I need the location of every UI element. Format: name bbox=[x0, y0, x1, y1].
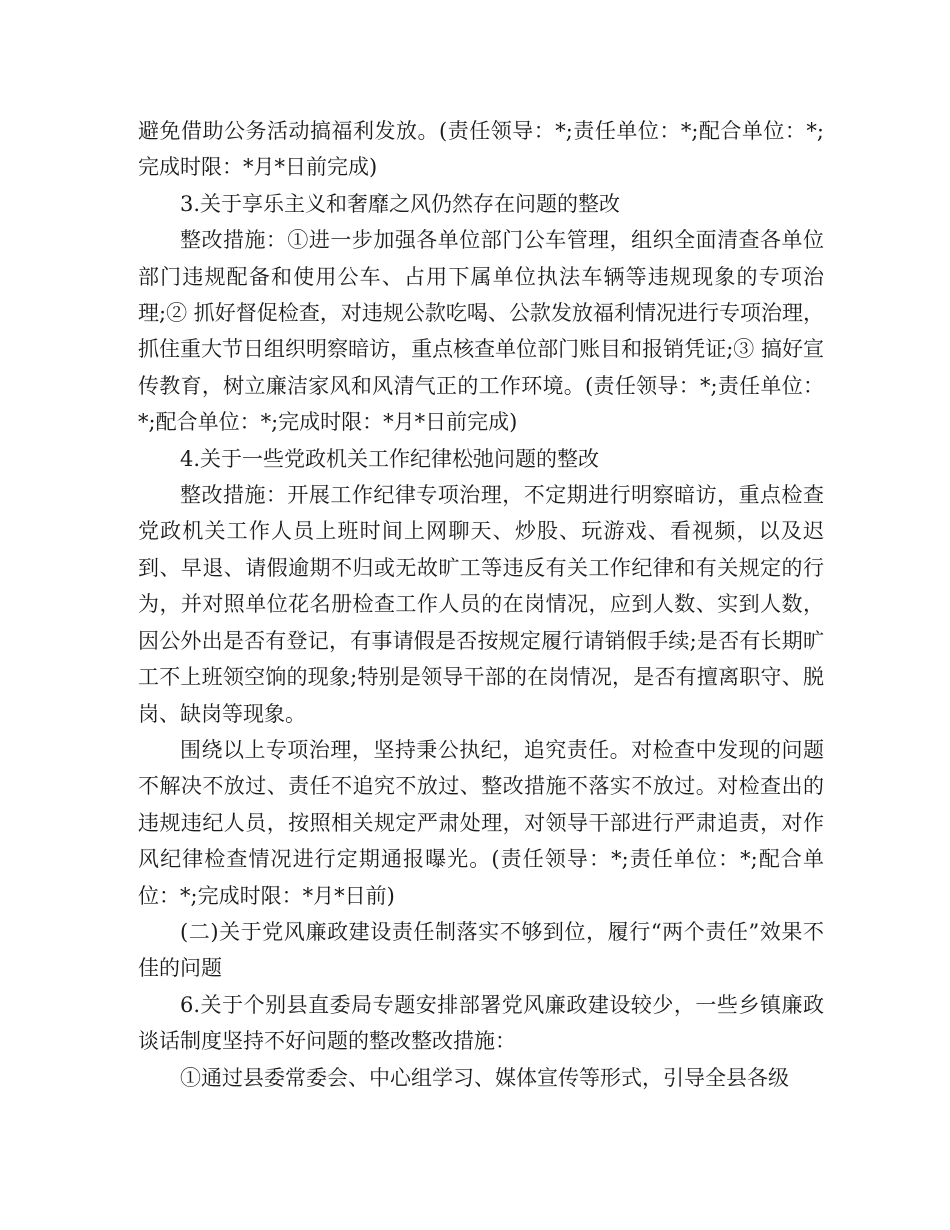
paragraph-continued: 避免借助公务活动搞福利发放。(责任领导：*;责任单位：*;配合单位：*;完成时限：*月*日前完成) bbox=[138, 119, 824, 180]
paragraph-accountability: 围绕以上专项治理，坚持秉公执纪，追究责任。对检查中发现的问题不解决不放过、责任不追究不放过、整改措施不落实不放过。对检查出的违规违纪人员，按照相关规定严肃处理，对领导干部进行严肃追责，对作风纪律检查情况进行定期通报曝光。(责任领导：*;责任单位：*;配合单位：*;完成时限：*月*日前) bbox=[138, 737, 824, 908]
paragraph-measures-3: 整改措施：①进一步加强各单位部门公车管理，组织全面清查各单位部门违规配备和使用公车、占用下属单位执法车辆等违规现象的专项治理;② 抓好督促检查，对违规公款吃喝、公款发放福利情况进行专项治理，抓住重大节日组织明察暗访，重点核查单位部门账目和报销凭证;③ 搞好宣传教育，树立廉洁家风和风清气正的工作环境。(责任领导：*;责任单位：*;配合单位：*;完成时限：*月*日前完成) bbox=[138, 228, 824, 435]
paragraph-measure-1: ①通过县委常委会、中心组学习、媒体宣传等形式，引导全县各级 bbox=[180, 1065, 789, 1090]
paragraph-measures-4: 整改措施：开展工作纪律专项治理，不定期进行明察暗访，重点检查党政机关工作人员上班时间上网聊天、炒股、玩游戏、看视频，以及迟到、早退、请假逾期不归或无故旷工等违反有关工作纪律和有关规定的行为，并对照单位花名册检查工作人员的在岗情况，应到人数、实到人数，因公外出是否有登记，有事请假是否按规定履行请销假手续;是否有长期旷工不上班领空饷的现象;特别是领导干部的在岗情况，是否有擅离职守、脱岗、缺岗等现象。 bbox=[138, 483, 824, 726]
section-heading-3: 3.关于享乐主义和奢靡之风仍然存在问题的整改 bbox=[180, 191, 621, 216]
document-body bbox=[138, 113, 824, 1096]
section-heading-part-2: (二)关于党风廉政建设责任制落实不够到位，履行“两个责任”效果不佳的问题 bbox=[138, 919, 824, 981]
section-heading-6: 6.关于个别县直委局专题安排部署党风廉政建设较少，一些乡镇廉政谈话制度坚持不好问题的整改整改措施： bbox=[138, 992, 824, 1054]
section-heading-4: 4.关于一些党政机关工作纪律松弛问题的整改 bbox=[180, 446, 600, 471]
